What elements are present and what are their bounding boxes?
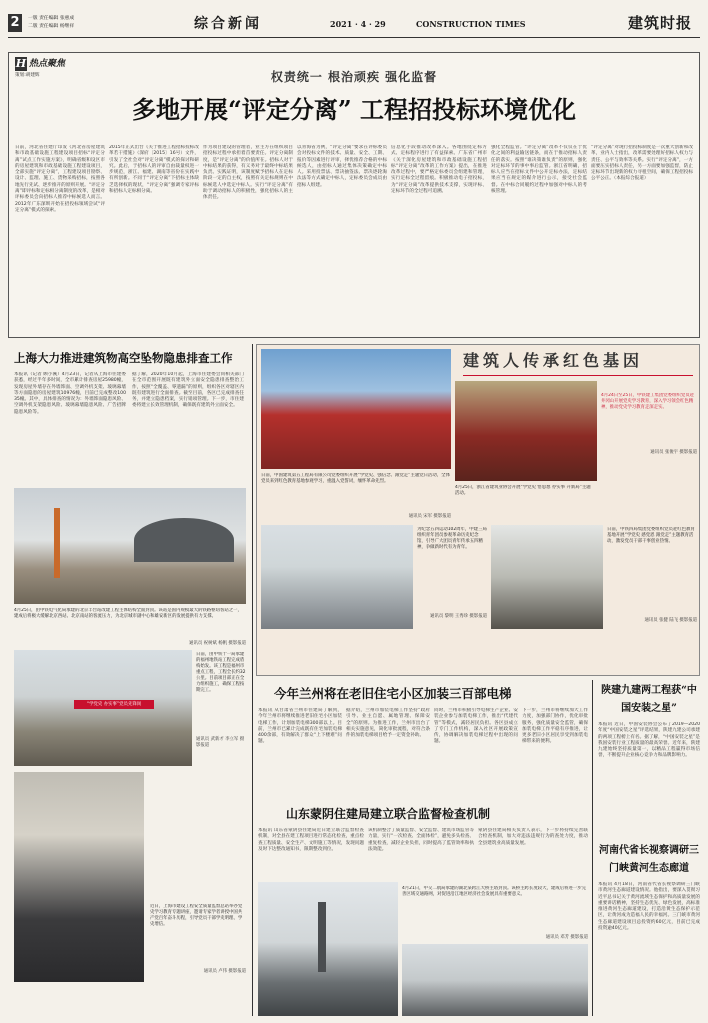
lead-col-6: 强化全程监管。“评定分离”改革不仅仅在于优化之间的利益输送链条，而在于推动招标人责任的落实。按照“谁决策谁负责”的原则，强化对定标环节的事中事后监管。浙江省明确，招标人应当在招标文件中公开定标办法，定标结果应当在规定的媒介进行公示，接受社会监督。在中标合同履约过程中加强对中标人的考核管理。 — [491, 145, 587, 195]
lecture-photo-credit: 通讯员 卢伟 摄影报道 — [203, 969, 246, 974]
henan-body: 本报讯 4月18日，河南省代省长视察调研三门峡市黄河生态廊道建设情况。他指出，要深入贯彻习近平总书记关于黄河流域生态保护和高质量发展的重要讲话精神，坚持生态优先、绿色发展，高标准推进黄河生态廊道建设，打造沿黄生态保护示范区，让黄河成为造福人民的幸福河。三门峡市黄河生态廊道建设项目总投资约60亿元，目前已完成投资逾40亿元。 — [598, 882, 700, 932]
lanzhou-col-1: 本报讯 从甘肃省兰州市住建局了解到，今年兰州市将继续推进老旧住宅小区加装电梯工作，计划加装电梯300部以上。目前，兰州市已累计完成既有住宅加装电梯400余部，有效解决了群众“上下楼难”问题。 — [258, 708, 342, 745]
metro-banner: “学党史 办实事”党员先锋岗 — [74, 700, 154, 709]
bridge-photo — [258, 882, 398, 1016]
bridge-photo-caption: 4月21日，中交二航局承建的湖北某跨江大桥主塔封顶。该桥主跨长度较大，建成后将进一步完善区域交通路网，对促进沿江地区经济社会发展具有重要意义。 — [402, 886, 587, 897]
red-photo-4 — [491, 525, 603, 629]
lecture-photo — [14, 772, 144, 982]
masthead — [8, 12, 700, 38]
issue-date: 2021 · 4 · 29 — [330, 19, 386, 29]
shanghai-headline: 上海大力推进建筑物高空坠物隐患排查工作 — [14, 351, 233, 365]
shanghai-col-1: 本报讯（记者 顾小溪）4月23日，记者从上海市住建委获悉，经过半年多时间，全市累计排查房屋25980幢，发现房屋外墙存在外墙饰面、空调外机支架、玻璃幕墙等方面隐患的房屋建筑10976幢，目前已完成整改10035幢。其中，具体排查的情况为：外墙饰面隐患风险、空调外机支架隐患风险、玻璃幕墙隐患风险、广告招牌隐患风险等。 — [14, 372, 126, 415]
column-divider — [252, 344, 253, 1016]
shaanxi-headline: 陕建九建两工程获“中国安装之星” — [601, 685, 697, 714]
red-feature-rule — [463, 375, 693, 376]
right-column-divider — [592, 680, 593, 1016]
red-credit-1: 通讯员 宋军 摄影报道 — [408, 514, 451, 519]
section-title: 综合新闻 — [194, 16, 262, 32]
lead-col-1: 日前，河北省住建厅印发《河北省房屋建筑和市政基础设施工程建设项目招标“评定分离”试点工作实施方案》，明确省级和设区市的房屋建筑和市政基础设施工程建设项目，全部实施“评定分离”，工程建设项目勘察、设计、监理、施工、货物采购招标，按照各地先行先试、逐步推开的原则开展。“评定分离”即评标和定标相分离制度的改革，是相对评标委员会向招标人推荐中标候选人而言。2012年广东深圳开始在招投标领域尝试“评定分离”模式的探索。 — [15, 145, 105, 213]
metro-photo-caption: 日前，由中铁十一局承建的福州地铁站工程完成盾构始发。该工程是福州市重点工程，工程全长约32公里。目前项目部正在全力组织施工，确保工程按期完工。 — [196, 652, 246, 693]
beijing-photo-caption: 4月25日，由中铁电气化局承建的北京丰台站改建工程主体结构全面封顶。该站是国内规模最大的铁路枢纽客站之一，建成后将极大缓解北京西站、北京南站的客流压力，为北京城市副中心和雄安新区的发展提供有力支撑。 — [14, 608, 242, 619]
editor-line-2: 二版 责任编辑 杨继祥 — [28, 24, 75, 29]
lead-col-3: 作为项目建设的管理者，业主方在组织项目招投标过程中承担着首要责任。评定分离制度，是“评定分离”的价值所在。招标人对于中标结果的获得，有义务对于最终中标结果负责。实践证明，该制度赋予招标人在定标阶段一定的自主权，按照有关定标规则在中标候选人中选定中标人。实行“评定分离”有助于调动招标人的积极性，强化招标人的主体责任。 — [203, 145, 293, 201]
page-number: 2 — [8, 14, 22, 32]
lanzhou-col-3: 同时，兰州市积极引导电梯生产企业、安装企业参与加装电梯工作，推出“代建代管”等模式，减轻居民负担。各区县成立了专门工作机构，深入社区开展政策宣传，协调解决加装电梯过程中出现的问题。 — [434, 708, 518, 745]
lead-section — [8, 52, 700, 338]
metro-photo-credit: 通讯员 武新才 李立军 摄影报道 — [196, 737, 245, 748]
red-photo-3 — [261, 525, 413, 629]
lead-headline: 多地开展“评定分离” 工程招投标环境优化 — [132, 95, 576, 124]
red-caption-2: 4月24日至25日，中铁建工集团党委组织党员赴井冈山开展党史学习教育，深入学习领会红色精神，推动党史学习教育走深走实。 — [601, 393, 695, 410]
lead-col-4: 以青海省为例，“评定分离”要求在评标委员会对投标文件的技术、质量、安全、工期、报价等因素进行评审，择优推荐合格的中标候选人，由招标人通过集体决策确定中标人。采用投票法、票决抽签法、票决逐轮淘汰法等方式确定中标人，定标委员会成员由招标人组建。 — [297, 145, 387, 188]
lanzhou-col-2: 据介绍，兰州市加装电梯工作坚持“政府引导、业主自愿、属地管理、保障安全”的原则。为推进工作，兰州市出台了相关实施意见，简化审批流程，对符合条件的加装电梯项目给予一定资金补助。 — [346, 708, 430, 739]
bridge-tower — [318, 902, 326, 972]
paper-english-name: CONSTRUCTION TIMES — [416, 19, 526, 29]
steel-roof-structure — [134, 518, 234, 562]
bridge-photo-2 — [402, 944, 588, 1016]
red-photo-1 — [261, 349, 451, 469]
red-credit-2: 通讯员 张俊宇 摄影报道 — [650, 450, 697, 455]
shandong-col-2: 该机制整合了质量监督、安全监督、建筑市场监管等力量，实行“一次检查、全面体检”，避免多头检查、重复检查，减轻企业负担，同时提高了监管效率和执法效能。 — [368, 828, 474, 852]
henan-headline: 河南代省长视察调研三门峡黄河生态廊道 — [599, 845, 699, 874]
red-caption-5: 日前，中铁四局集团党委组织党员赴红色教育基地开展“学党史 感党恩 跟党走”主题教育活动，激发党员干部干事创业热情。 — [607, 527, 695, 544]
red-caption-1: 日前，中国建筑第五工程局有限公司党委组织开展“学党史、强信念、跟党走”主题党日活动，全体党员来到红色教育基地参观学习，重温入党誓词，缅怀革命先烈。 — [261, 473, 450, 484]
red-credit-4: 通讯员 张健 陆飞 摄影报道 — [644, 618, 697, 623]
shandong-col-3: 蒙阴县住建局相关负责人表示，下一步将持续完善联合检查机制，加大对违法违规行为的查处力度，推动全县建筑业高质量发展。 — [478, 828, 588, 846]
red-feature-title: 建筑人传承红色基因 — [463, 351, 644, 370]
shandong-col-1: 本报讯 山东省蒙阴县住建局近日建立联合监督检查机制，对全县在建工程项目进行常态化检查，重点检查工程质量、安全生产、文明施工等情况，发现问题及时下达整改通知书，限期整改到位。 — [258, 828, 364, 852]
lanzhou-col-4: 下一步，兰州市将继续加大工作力度，加强部门协作，优化审批服务，强化质量安全监管，确保加装电梯工作平稳有序推进，让更多老旧小区居民享受到加装电梯带来的便利。 — [522, 708, 588, 745]
shanghai-col-2: 据了解，2020年10月起，上海市住建委会同相关部门在全市范围开展既有建筑外立面安全隐患排查整治工作，按照“全覆盖、零遗漏”的原则，组织各区对辖区内既有建筑进行全面排查。截至目前，各区已完成排查任务，并建立隐患档案，实行销项管理。下一步，市住建委将建立长效管理机制，确保既有建筑外立面安全。 — [132, 372, 244, 409]
shandong-headline: 山东蒙阴住建局建立联合监督检查机制 — [286, 807, 491, 821]
metro-shield-photo — [14, 650, 192, 766]
lanzhou-headline: 今年兰州将在老旧住宅小区加装三百部电梯 — [274, 686, 512, 701]
lead-kicker: 权责统一 根治顽疾 强化监督 — [270, 70, 438, 84]
paper-logo: 建筑时报 — [628, 14, 693, 32]
red-credit-3: 通讯员 黎明 王秀珍 摄影报道 — [430, 614, 487, 619]
hot-topic-h-icon: H — [15, 57, 27, 70]
shaanxi-body: 本报讯 近日，中国安装协会公布了2019—2020年度“中国安装之星”评选结果，陕建九建公司承建的两项工程榜上有名。据了解，“中国安装之星”是我国安装行业工程质量的最高荣誉。近年来，陕建九建始终坚持质量第一，以精品工程赢得市场信誉，不断提升企业核心竞争力和品牌影响力。 — [598, 722, 700, 759]
lead-col-5: 信息化手段推动改革深入。各地围绕定标方式、定标程序进行了有益探索。广东省广州市《关于深化房屋建筑和市政基础设施工程招标“评定分离”改革的工作方案》提出，在推进改革过程中，要严格定标委员会组建和管理，实行定标全过程留痕。积极推动电子招投标，为“评定分离”改革提供技术支撑，实现评标、定标环节的全过程可追溯。 — [391, 145, 487, 195]
beijing-station-photo — [14, 488, 246, 604]
red-photo-2 — [455, 381, 597, 481]
hot-topic-planner: 策划:胡建辉 — [15, 73, 40, 78]
red-feature-banner — [256, 344, 700, 676]
hot-topic-label: 热点聚焦 — [29, 59, 66, 69]
crane-icon — [54, 508, 60, 578]
lecture-photo-caption: 近日，上海市建设工程安全质量监督总站举办党史学习教育专题讲座，邀请专家学者讲授中国共产党百年奋斗历程，引导党员干部学史明理、学史增信。 — [150, 904, 243, 927]
lead-col-7: “评定分离”对现行招投标制度是一次重大创新和改革，业内人士指出，改革需要处理好招标人权力与责任、公平与效率等关系。实行“评定分离”，一方面要压实招标人责任，另一方面要加强监督，防止定标环节出现新的权力寻租空间，确保工程招投标公平公正。（本报综合报道） — [591, 145, 693, 182]
beijing-photo-credit: 通讯员 祝树斌 杨帆 摄影报道 — [189, 641, 246, 646]
red-caption-4: 为纪念五四运动102周年，中建三局组织青年团员参观革命历史纪念馆，引导广大团员青年传承五四精神，争做新时代有为青年。 — [417, 527, 487, 550]
lead-col-2: 2015年正式出台《关于推进工程招标投标改革若干措施》（深府〔2015〕16号）文件，引发了全社会对“评定分离”模式的探讨和研究。此后，于招标人的评审自由裁量权进一步规范，浙江、福建、湖南等省份在实践中有所创新。不同于“评定分离”下招标主体缺乏选择权的现状，“评定分离”强调专家评标和招标人定标相分离。 — [109, 145, 199, 195]
red-caption-3: 4月25日，浙江省建筑业协会开展“学党史 悟思想 办实事 开新局”主题活动。 — [455, 485, 591, 496]
bridge-photo-credit: 通讯员 邓芳 摄影报道 — [545, 935, 588, 940]
editor-line-1: 一版 责任编辑 张惠成 — [28, 16, 75, 21]
